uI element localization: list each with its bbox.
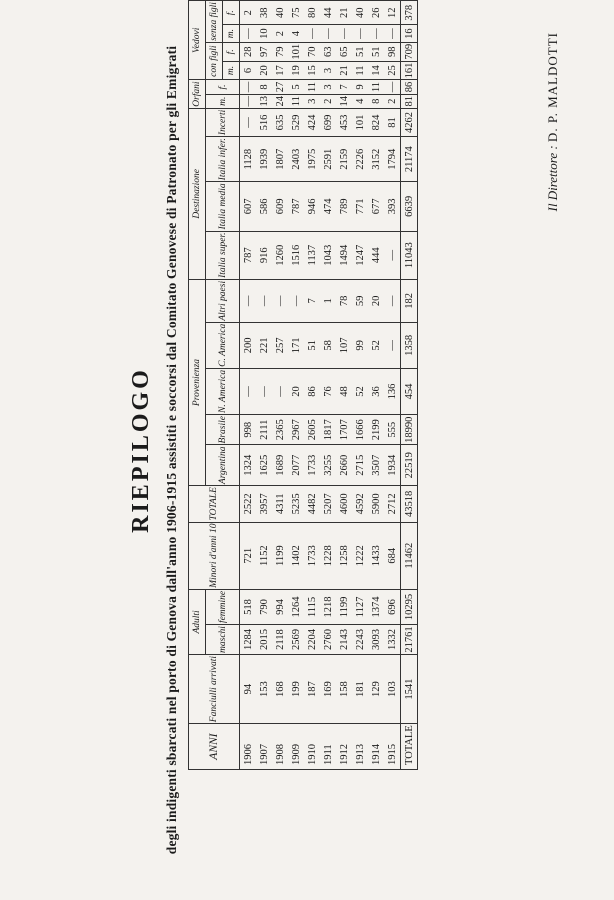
header-adulti: Adulti bbox=[189, 589, 206, 654]
table-cell: 136 bbox=[384, 368, 401, 414]
table-cell: 529 bbox=[288, 108, 304, 136]
table-cell: 43518 bbox=[401, 486, 418, 522]
year-cell: 1908 bbox=[272, 724, 288, 770]
table-cell: 1324 bbox=[240, 445, 257, 486]
table-cell: 684 bbox=[384, 522, 401, 589]
table-cell: 11462 bbox=[401, 522, 418, 589]
table-cell: 1260 bbox=[272, 231, 288, 279]
table-cell: 38 bbox=[256, 1, 272, 25]
table-cell: 709 bbox=[401, 42, 418, 61]
table-cell: 97 bbox=[256, 42, 272, 61]
year-cell: 1913 bbox=[352, 724, 368, 770]
table-cell: 1975 bbox=[304, 137, 320, 182]
table-cell: 2015 bbox=[256, 625, 272, 655]
table-cell: — bbox=[240, 94, 257, 108]
header-senza-figli-m: m. bbox=[223, 25, 240, 43]
header-brasile: Brasile bbox=[206, 414, 240, 444]
table-cell: 36 bbox=[368, 368, 384, 414]
table-cell: 21 bbox=[336, 61, 352, 80]
table-cell: 51 bbox=[304, 322, 320, 368]
table-cell: 59 bbox=[352, 279, 368, 322]
table-cell: 586 bbox=[256, 182, 272, 231]
header-minori: Minori d'anni 10 bbox=[189, 522, 240, 589]
table-cell: 1358 bbox=[401, 322, 418, 368]
header-con-figli-f: f. bbox=[223, 42, 240, 61]
table-cell: 1541 bbox=[401, 654, 418, 723]
table-cell: 998 bbox=[240, 414, 257, 444]
table-cell: 1128 bbox=[240, 137, 257, 182]
table-cell: 14 bbox=[336, 94, 352, 108]
table-cell: — bbox=[256, 368, 272, 414]
table-cell: 181 bbox=[352, 654, 368, 723]
table-cell: 40 bbox=[352, 1, 368, 25]
table-cell: 2143 bbox=[336, 625, 352, 655]
table-cell: 2 bbox=[240, 1, 257, 25]
table-cell: 2660 bbox=[336, 445, 352, 486]
table-cell: 10 bbox=[256, 25, 272, 43]
table-cell: 2569 bbox=[288, 625, 304, 655]
table-cell: 516 bbox=[256, 108, 272, 136]
table-cell: 171 bbox=[288, 322, 304, 368]
table-cell: 3255 bbox=[320, 445, 336, 486]
table-cell: 518 bbox=[240, 589, 257, 624]
table-row bbox=[304, 0, 320, 770]
table-cell: 6 bbox=[240, 61, 257, 80]
table-cell bbox=[272, 0, 288, 1]
table-cell: 2365 bbox=[272, 414, 288, 444]
table-cell bbox=[384, 0, 401, 1]
table-cell: 63 bbox=[320, 42, 336, 61]
table-cell: 2111 bbox=[256, 414, 272, 444]
year-cell: 1911 bbox=[320, 724, 336, 770]
table-cell: 86 bbox=[304, 368, 320, 414]
table-cell: 14 bbox=[368, 61, 384, 80]
header-orfani-f: f. bbox=[206, 80, 240, 94]
table-cell: 1374 bbox=[368, 589, 384, 624]
table-cell: — bbox=[368, 25, 384, 43]
header-orfani: Orfani bbox=[189, 80, 206, 108]
table-cell: 2591 bbox=[320, 137, 336, 182]
table-cell: 696 bbox=[384, 589, 401, 624]
header-c-america: C. America bbox=[206, 322, 240, 368]
table-cell: 824 bbox=[368, 108, 384, 136]
table-cell: 474 bbox=[320, 182, 336, 231]
table-row bbox=[272, 0, 288, 770]
year-cell: 1912 bbox=[336, 724, 352, 770]
table-cell: 40 bbox=[272, 1, 288, 25]
table-cell: 8 bbox=[256, 80, 272, 94]
table-row bbox=[384, 0, 401, 770]
table-cell: 2760 bbox=[320, 625, 336, 655]
table-cell: 257 bbox=[272, 322, 288, 368]
table-cell: 21761 bbox=[401, 625, 418, 655]
header-orfani-m: m. bbox=[206, 94, 240, 108]
table-cell: 789 bbox=[336, 182, 352, 231]
table-cell: 182 bbox=[401, 279, 418, 322]
table-cell: 1199 bbox=[336, 589, 352, 624]
table-cell: 15 bbox=[304, 61, 320, 80]
header-provenienza: Provenienza bbox=[189, 279, 206, 485]
table-cell: 2967 bbox=[288, 414, 304, 444]
header-n-america: N. America bbox=[206, 368, 240, 414]
table-cell: 80 bbox=[304, 1, 320, 25]
table-cell: 7 bbox=[336, 80, 352, 94]
header-vedovi: Vedovi bbox=[189, 1, 206, 80]
table-cell: 16 bbox=[401, 25, 418, 43]
table-cell: 2 bbox=[320, 94, 336, 108]
table-cell: 86 bbox=[401, 80, 418, 94]
table-cell: 1666 bbox=[352, 414, 368, 444]
table-cell bbox=[336, 0, 352, 1]
table-cell: 2077 bbox=[288, 445, 304, 486]
header-argentina: Argentina bbox=[206, 445, 240, 486]
table-cell: 994 bbox=[272, 589, 288, 624]
table-cell: 200 bbox=[240, 322, 257, 368]
table-cell: 5235 bbox=[288, 486, 304, 522]
table-cell: 787 bbox=[240, 231, 257, 279]
summary-table bbox=[188, 0, 418, 770]
table-cell: 153 bbox=[256, 654, 272, 723]
header-femmine: femmine bbox=[206, 589, 240, 624]
table-cell: 48 bbox=[336, 368, 352, 414]
table-cell: 81 bbox=[401, 94, 418, 108]
signature-label: Il Direttore : bbox=[545, 145, 560, 212]
table-cell: 17 bbox=[272, 61, 288, 80]
table-cell: 787 bbox=[288, 182, 304, 231]
table-cell: 44 bbox=[320, 1, 336, 25]
table-cell: — bbox=[384, 80, 401, 94]
header-anni: ANNI bbox=[189, 724, 240, 770]
table-cell: 1043 bbox=[320, 231, 336, 279]
table-cell: — bbox=[256, 279, 272, 322]
table-cell: 1433 bbox=[368, 522, 384, 589]
table-row bbox=[352, 0, 368, 770]
table-cell: 2715 bbox=[352, 445, 368, 486]
table-cell: — bbox=[240, 25, 257, 43]
table-cell: 454 bbox=[401, 368, 418, 414]
table-cell: 3093 bbox=[368, 625, 384, 655]
table-cell: 453 bbox=[336, 108, 352, 136]
table-cell: 2605 bbox=[304, 414, 320, 444]
table-cell: 4600 bbox=[336, 486, 352, 522]
table-cell: 1733 bbox=[304, 445, 320, 486]
table-cell: — bbox=[272, 279, 288, 322]
table-cell: 1516 bbox=[288, 231, 304, 279]
table-cell: 3957 bbox=[256, 486, 272, 522]
header-italia-super: Italia super. bbox=[206, 231, 240, 279]
table-cell: 444 bbox=[368, 231, 384, 279]
table-cell: 2204 bbox=[304, 625, 320, 655]
table-cell: 1199 bbox=[272, 522, 288, 589]
table-cell: 158 bbox=[336, 654, 352, 723]
table-cell: 81 bbox=[384, 108, 401, 136]
table-cell: 11 bbox=[352, 61, 368, 80]
total-label: TOTALE bbox=[401, 724, 418, 770]
table-cell: 24 bbox=[272, 94, 288, 108]
table-cell: 5900 bbox=[368, 486, 384, 522]
table-cell: 169 bbox=[320, 654, 336, 723]
table-cell: 2 bbox=[384, 94, 401, 108]
table-cell: 4 bbox=[288, 25, 304, 43]
table-cell: 1284 bbox=[240, 625, 257, 655]
table-cell: 11 bbox=[288, 94, 304, 108]
table-cell: 11 bbox=[368, 80, 384, 94]
table-cell bbox=[256, 0, 272, 1]
table-cell: 26 bbox=[368, 1, 384, 25]
table-cell: 1807 bbox=[272, 137, 288, 182]
table-cell: 677 bbox=[368, 182, 384, 231]
table-cell: 11043 bbox=[401, 231, 418, 279]
table-cell: 12 bbox=[384, 1, 401, 25]
table-cell: 101 bbox=[288, 42, 304, 61]
table-cell: 6639 bbox=[401, 182, 418, 231]
table-cell bbox=[240, 0, 257, 1]
table-cell: 721 bbox=[240, 522, 257, 589]
table-cell: 1817 bbox=[320, 414, 336, 444]
table-cell: — bbox=[240, 368, 257, 414]
table-cell: 52 bbox=[352, 368, 368, 414]
table-cell: 1332 bbox=[384, 625, 401, 655]
header-con-figli: con figli bbox=[206, 42, 223, 80]
table-cell: 2243 bbox=[352, 625, 368, 655]
table-row bbox=[336, 0, 352, 770]
header-italia-infer: Italia infer. bbox=[206, 137, 240, 182]
table-cell: 5207 bbox=[320, 486, 336, 522]
table-cell: 1707 bbox=[336, 414, 352, 444]
table-cell: 1494 bbox=[336, 231, 352, 279]
header-senza-figli: senza figli bbox=[206, 1, 223, 43]
table-cell: 699 bbox=[320, 108, 336, 136]
table-cell: 4592 bbox=[352, 486, 368, 522]
header-maschi: maschi bbox=[206, 625, 240, 655]
table-cell: 790 bbox=[256, 589, 272, 624]
table-cell: 20 bbox=[288, 368, 304, 414]
table-cell: 98 bbox=[384, 42, 401, 61]
table-cell: 28 bbox=[240, 42, 257, 61]
table-cell: 1152 bbox=[256, 522, 272, 589]
table-cell: 1218 bbox=[320, 589, 336, 624]
table-cell: 4 bbox=[352, 94, 368, 108]
total-row bbox=[401, 0, 418, 770]
header-destinazione: Destinazione bbox=[189, 108, 206, 279]
table-cell: — bbox=[288, 279, 304, 322]
table-cell: 916 bbox=[256, 231, 272, 279]
year-cell: 1907 bbox=[256, 724, 272, 770]
table-cell: 3 bbox=[320, 61, 336, 80]
table-cell: — bbox=[384, 231, 401, 279]
table-cell: 51 bbox=[368, 42, 384, 61]
table-cell: 21 bbox=[336, 1, 352, 25]
header-con-figli-m: m. bbox=[223, 61, 240, 80]
table-cell: 1 bbox=[320, 279, 336, 322]
table-cell: — bbox=[320, 25, 336, 43]
table-cell: 555 bbox=[384, 414, 401, 444]
table-cell: 58 bbox=[320, 322, 336, 368]
page-title: RIEPILOGO bbox=[128, 367, 154, 533]
table-row bbox=[368, 0, 384, 770]
table-cell: 2159 bbox=[336, 137, 352, 182]
table-cell: 1228 bbox=[320, 522, 336, 589]
table-cell: 424 bbox=[304, 108, 320, 136]
table-row bbox=[256, 0, 272, 770]
table-cell: 70 bbox=[304, 42, 320, 61]
table-cell: 7 bbox=[304, 279, 320, 322]
table-cell: 19 bbox=[288, 61, 304, 80]
header-senza-figli-f: f. bbox=[223, 1, 240, 25]
table-cell: 187 bbox=[304, 654, 320, 723]
table-cell: 1402 bbox=[288, 522, 304, 589]
table-cell: 18990 bbox=[401, 414, 418, 444]
table-cell: 65 bbox=[336, 42, 352, 61]
table-cell: — bbox=[240, 108, 257, 136]
table-cell: 3 bbox=[320, 80, 336, 94]
table-cell: 1939 bbox=[256, 137, 272, 182]
table-cell: 101 bbox=[352, 108, 368, 136]
table-cell: — bbox=[272, 368, 288, 414]
table-cell: — bbox=[240, 80, 257, 94]
table-cell: 168 bbox=[272, 654, 288, 723]
table-body bbox=[240, 0, 418, 770]
table-cell: 21174 bbox=[401, 137, 418, 182]
table-cell: 4482 bbox=[304, 486, 320, 522]
table-cell: 1127 bbox=[352, 589, 368, 624]
year-cell: 1906 bbox=[240, 724, 257, 770]
table-cell: — bbox=[384, 279, 401, 322]
signature bbox=[545, 32, 561, 212]
table-cell: 607 bbox=[240, 182, 257, 231]
header-totale: TOTALE bbox=[189, 486, 240, 522]
table-cell: 79 bbox=[272, 42, 288, 61]
table-cell: 9 bbox=[352, 80, 368, 94]
table-cell: 771 bbox=[352, 182, 368, 231]
table-cell: 1733 bbox=[304, 522, 320, 589]
table-cell bbox=[320, 0, 336, 1]
header-fanciulli: Fanciulli arrivati bbox=[189, 654, 240, 723]
table-cell: 52 bbox=[368, 322, 384, 368]
table-cell: 5 bbox=[288, 80, 304, 94]
table-cell: 3 bbox=[304, 94, 320, 108]
table-cell: 1689 bbox=[272, 445, 288, 486]
header-italia-media: Italia media bbox=[206, 182, 240, 231]
table-cell: 1222 bbox=[352, 522, 368, 589]
table-cell: 378 bbox=[401, 1, 418, 25]
table-cell: — bbox=[352, 25, 368, 43]
table-cell: 94 bbox=[240, 654, 257, 723]
table-cell bbox=[401, 0, 418, 1]
table-cell: — bbox=[384, 322, 401, 368]
table-cell: 10295 bbox=[401, 589, 418, 624]
table-cell: — bbox=[304, 25, 320, 43]
table-cell: 22519 bbox=[401, 445, 418, 486]
table-cell bbox=[368, 0, 384, 1]
year-cell: 1909 bbox=[288, 724, 304, 770]
year-cell: 1910 bbox=[304, 724, 320, 770]
table-cell: 20 bbox=[256, 61, 272, 80]
year-cell: 1915 bbox=[384, 724, 401, 770]
table-cell: 25 bbox=[384, 61, 401, 80]
table-cell: 2199 bbox=[368, 414, 384, 444]
table-cell: 609 bbox=[272, 182, 288, 231]
table-cell: 946 bbox=[304, 182, 320, 231]
table-cell: 3152 bbox=[368, 137, 384, 182]
table-cell: 2226 bbox=[352, 137, 368, 182]
table-cell: 199 bbox=[288, 654, 304, 723]
table-cell: 76 bbox=[320, 368, 336, 414]
table-row bbox=[240, 0, 257, 770]
table-cell: 1934 bbox=[384, 445, 401, 486]
table-cell: 2403 bbox=[288, 137, 304, 182]
table-row bbox=[288, 0, 304, 770]
table-cell: — bbox=[336, 25, 352, 43]
table-cell: 20 bbox=[368, 279, 384, 322]
table-cell: 635 bbox=[272, 108, 288, 136]
table-cell: 1794 bbox=[384, 137, 401, 182]
table-cell: 2118 bbox=[272, 625, 288, 655]
table-cell: 11 bbox=[304, 80, 320, 94]
table-cell: 1247 bbox=[352, 231, 368, 279]
table-cell: 1137 bbox=[304, 231, 320, 279]
table-cell: 1115 bbox=[304, 589, 320, 624]
table-cell: 161 bbox=[401, 61, 418, 80]
table-cell: 107 bbox=[336, 322, 352, 368]
table-cell bbox=[304, 0, 320, 1]
table-cell bbox=[352, 0, 368, 1]
table-cell: 27 bbox=[272, 80, 288, 94]
table-cell: 75 bbox=[288, 1, 304, 25]
table-cell: 2 bbox=[272, 25, 288, 43]
table-cell: 129 bbox=[368, 654, 384, 723]
year-cell: 1914 bbox=[368, 724, 384, 770]
table-cell bbox=[288, 0, 304, 1]
table-cell: 78 bbox=[336, 279, 352, 322]
table-cell: 8 bbox=[368, 94, 384, 108]
table-cell: 3507 bbox=[368, 445, 384, 486]
table-cell: 13 bbox=[256, 94, 272, 108]
table-cell: 4311 bbox=[272, 486, 288, 522]
table-cell: — bbox=[384, 25, 401, 43]
table-row bbox=[320, 0, 336, 770]
table-cell: 1264 bbox=[288, 589, 304, 624]
table-cell: 393 bbox=[384, 182, 401, 231]
table-cell: 51 bbox=[352, 42, 368, 61]
header-altri-paesi: Altri paesi bbox=[206, 279, 240, 322]
table-cell: — bbox=[240, 279, 257, 322]
table-cell: 103 bbox=[384, 654, 401, 723]
table-cell: 1625 bbox=[256, 445, 272, 486]
signature-name: D. P. MALDOTTI bbox=[545, 32, 560, 143]
table-cell: 2712 bbox=[384, 486, 401, 522]
table-cell: 4262 bbox=[401, 108, 418, 136]
header-incerti: Incerti bbox=[206, 108, 240, 136]
table-cell: 99 bbox=[352, 322, 368, 368]
page-subtitle: degli indigenti sbarcati nel porto di Genova dall'anno 1906-1915 assistiti e soccorsi dal Comitato Genovese di Patronato per gli Emigrati bbox=[164, 45, 179, 855]
table-cell: 2522 bbox=[240, 486, 257, 522]
table-cell: 221 bbox=[256, 322, 272, 368]
table-cell: 1258 bbox=[336, 522, 352, 589]
